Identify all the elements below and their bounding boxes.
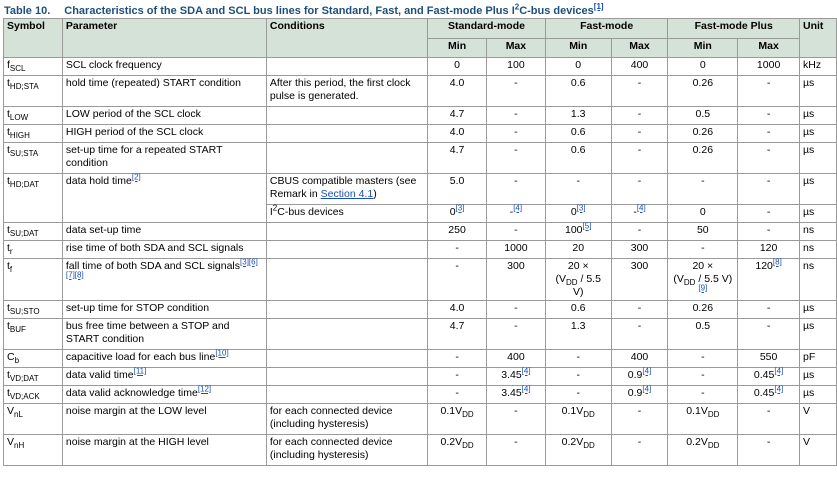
unit-cell: µs bbox=[800, 205, 837, 223]
unit-cell: kHz bbox=[800, 58, 837, 76]
fmp-min-cell: 0.26 bbox=[668, 143, 738, 174]
table-row bbox=[4, 174, 837, 205]
value: 0 bbox=[449, 206, 456, 218]
fmp-max-cell bbox=[738, 386, 800, 404]
unit-cell: ns bbox=[800, 223, 837, 241]
std-min-cell: 4.0 bbox=[428, 76, 487, 107]
std-max-cell: - bbox=[487, 143, 546, 174]
symbol-cell bbox=[4, 76, 63, 107]
std-min-cell bbox=[428, 205, 487, 223]
fast-min-cell: 0.6 bbox=[545, 76, 611, 107]
symbol: t bbox=[7, 175, 10, 187]
value: 0.9 bbox=[627, 369, 643, 381]
table-row bbox=[4, 241, 837, 259]
value: 100 bbox=[565, 224, 583, 236]
symbol-subscript: HIGH bbox=[9, 131, 30, 141]
table-row bbox=[4, 58, 837, 76]
fmp-min-cell: 0.5 bbox=[668, 319, 738, 350]
symbol-cell bbox=[4, 319, 63, 350]
fast-max-cell: - bbox=[611, 174, 668, 205]
table-row bbox=[4, 386, 837, 404]
fast-min-cell: 0.6 bbox=[545, 143, 611, 174]
fmp-max-cell: - bbox=[738, 174, 800, 205]
fast-max-cell: 300 bbox=[611, 241, 668, 259]
std-max-cell: 1000 bbox=[487, 241, 546, 259]
symbol: t bbox=[7, 320, 10, 332]
parameter-text: fall time of both SDA and SCL signals bbox=[65, 260, 241, 272]
unit-cell: µs bbox=[800, 301, 837, 319]
value: 0.9 bbox=[627, 387, 643, 399]
parameter-cell bbox=[62, 259, 266, 301]
std-max-cell: - bbox=[487, 319, 546, 350]
header-min: Min bbox=[545, 39, 611, 58]
fast-max-cell: - bbox=[611, 125, 668, 143]
parameter-cell: hold time (repeated) START condition bbox=[62, 76, 266, 107]
table-number: Table 10. bbox=[4, 4, 51, 17]
table-row bbox=[4, 125, 837, 143]
value-subscript: DD bbox=[683, 278, 696, 288]
value: 3.45 bbox=[501, 387, 522, 399]
fmp-max-cell bbox=[738, 259, 800, 301]
value: 0.2V bbox=[561, 436, 584, 448]
symbol: t bbox=[7, 302, 10, 314]
symbol: t bbox=[7, 369, 10, 381]
footnote-link[interactable]: [2] bbox=[131, 172, 141, 182]
parameter-cell: rise time of both SDA and SCL signals bbox=[62, 241, 266, 259]
std-max-cell: - bbox=[487, 107, 546, 125]
symbol-cell bbox=[4, 259, 63, 301]
conditions-cell bbox=[266, 107, 427, 125]
conditions-cell bbox=[266, 143, 427, 174]
header-parameter: Parameter bbox=[62, 19, 266, 58]
unit-cell: ns bbox=[800, 241, 837, 259]
footnote-link[interactable]: [4] bbox=[774, 366, 784, 376]
fast-min-cell bbox=[545, 205, 611, 223]
fast-min-cell: 0 bbox=[545, 58, 611, 76]
std-max-cell bbox=[487, 386, 546, 404]
fmp-min-cell: - bbox=[668, 174, 738, 205]
std-max-cell: 300 bbox=[487, 259, 546, 301]
value-subscript: DD bbox=[462, 441, 474, 451]
footnote-link[interactable]: [4] bbox=[521, 366, 531, 376]
condition-text-end: C-bus devices bbox=[277, 206, 344, 218]
value: 0.45 bbox=[753, 369, 775, 381]
std-min-cell: 0 bbox=[428, 58, 487, 76]
unit-cell: µs bbox=[800, 107, 837, 125]
unit-cell: V bbox=[800, 435, 837, 466]
conditions-cell: for each connected device (including hysteresis) bbox=[266, 404, 427, 435]
std-max-cell: - bbox=[487, 435, 546, 466]
value-subscript: DD bbox=[583, 410, 595, 420]
parameter-cell bbox=[62, 174, 266, 223]
footnote-link[interactable]: [4] bbox=[642, 384, 652, 394]
fast-max-cell: - bbox=[611, 76, 668, 107]
conditions-cell bbox=[266, 350, 427, 368]
std-min-cell: - bbox=[428, 368, 487, 386]
unit-cell: µs bbox=[800, 125, 837, 143]
symbol: V bbox=[7, 436, 15, 448]
header-fast-mode-plus: Fast-mode Plus bbox=[668, 19, 800, 39]
value-subscript: DD bbox=[707, 410, 720, 420]
fmp-min-cell bbox=[668, 404, 738, 435]
conditions-cell bbox=[266, 174, 427, 205]
fast-max-cell: 400 bbox=[611, 58, 668, 76]
footnote-link[interactable]: [4] bbox=[521, 384, 531, 394]
symbol-cell bbox=[4, 301, 63, 319]
fmp-max-cell: - bbox=[738, 205, 800, 223]
header-fast-mode: Fast-mode bbox=[545, 19, 668, 39]
table-row bbox=[4, 76, 837, 107]
std-max-cell bbox=[487, 368, 546, 386]
footnote-link[interactable]: [4] bbox=[513, 203, 523, 213]
std-min-cell: 4.7 bbox=[428, 143, 487, 174]
std-max-cell: - bbox=[487, 223, 546, 241]
parameter-text: data valid time bbox=[65, 369, 134, 381]
symbol-subscript: nH bbox=[14, 441, 25, 451]
conditions-cell bbox=[266, 241, 427, 259]
fast-min-cell: - bbox=[545, 386, 611, 404]
symbol-subscript: VD;DAT bbox=[9, 374, 39, 384]
value-line2-end: / 5.5 V) bbox=[695, 273, 733, 285]
fmp-max-cell: - bbox=[738, 125, 800, 143]
parameter-cell: bus free time between a STOP and START condition bbox=[62, 319, 266, 350]
parameter-cell: LOW period of the SCL clock bbox=[62, 107, 266, 125]
title-superscript: 2 bbox=[514, 2, 520, 11]
std-max-cell: - bbox=[487, 125, 546, 143]
footnote-link[interactable]: [3][6][7][8] bbox=[65, 257, 258, 280]
bus-characteristics-table bbox=[3, 18, 837, 466]
parameter-text: data hold time bbox=[65, 175, 132, 187]
title-text: Characteristics of the SDA and SCL bus lines for Standard, Fast, and Fast-mode Plus I bbox=[64, 4, 515, 17]
value-line1: 20 × bbox=[567, 260, 589, 272]
symbol-subscript: SU;STO bbox=[9, 307, 40, 317]
value-subscript: DD bbox=[566, 278, 578, 288]
table-row bbox=[4, 107, 837, 125]
symbol: t bbox=[7, 387, 10, 399]
header-standard-mode: Standard-mode bbox=[428, 19, 546, 39]
fast-max-cell bbox=[611, 386, 668, 404]
conditions-cell bbox=[266, 319, 427, 350]
fmp-max-cell: 1000 bbox=[738, 58, 800, 76]
symbol-subscript: nL bbox=[14, 410, 23, 420]
std-max-cell: - bbox=[487, 174, 546, 205]
unit-cell: µs bbox=[800, 386, 837, 404]
parameter-cell: set-up time for a repeated START condition bbox=[62, 143, 266, 174]
std-min-cell: 4.0 bbox=[428, 301, 487, 319]
fast-max-cell: - bbox=[611, 223, 668, 241]
std-min-cell: - bbox=[428, 350, 487, 368]
std-min-cell: 5.0 bbox=[428, 174, 487, 205]
fast-max-cell: 400 bbox=[611, 350, 668, 368]
conditions-cell bbox=[266, 58, 427, 76]
fmp-min-cell: 0.26 bbox=[668, 125, 738, 143]
fast-max-cell bbox=[611, 368, 668, 386]
header-symbol: Symbol bbox=[4, 19, 63, 58]
symbol: C bbox=[7, 351, 15, 363]
fast-max-cell: - bbox=[611, 143, 668, 174]
symbol: f bbox=[7, 59, 10, 71]
symbol-subscript: LOW bbox=[9, 113, 29, 123]
header-max: Max bbox=[611, 39, 668, 58]
fast-min-cell: - bbox=[545, 350, 611, 368]
unit-cell: ns bbox=[800, 259, 837, 301]
footnote-link[interactable]: [4] bbox=[636, 203, 646, 213]
parameter-cell: data set-up time bbox=[62, 223, 266, 241]
unit-cell: µs bbox=[800, 368, 837, 386]
value: 0.2V bbox=[440, 436, 463, 448]
table-row bbox=[4, 350, 837, 368]
std-max-cell: - bbox=[487, 301, 546, 319]
table-row bbox=[4, 301, 837, 319]
symbol-subscript: HD;DAT bbox=[9, 180, 40, 190]
conditions-cell bbox=[266, 259, 427, 301]
fmp-max-cell: - bbox=[738, 404, 800, 435]
table-row bbox=[4, 368, 837, 386]
unit-cell: µs bbox=[800, 143, 837, 174]
fmp-max-cell: - bbox=[738, 107, 800, 125]
conditions-cell bbox=[266, 386, 427, 404]
std-min-cell bbox=[428, 404, 487, 435]
table-row bbox=[4, 223, 837, 241]
symbol-subscript: HD;STA bbox=[9, 82, 39, 92]
fmp-min-cell bbox=[668, 259, 738, 301]
fmp-min-cell: - bbox=[668, 386, 738, 404]
std-min-cell: - bbox=[428, 241, 487, 259]
symbol: t bbox=[7, 126, 10, 138]
symbol-subscript: SU;STA bbox=[9, 149, 39, 159]
symbol-subscript: SU;DAT bbox=[9, 229, 39, 239]
conditions-cell bbox=[266, 125, 427, 143]
unit-cell: µs bbox=[800, 319, 837, 350]
footnote-link[interactable]: [8] bbox=[772, 257, 782, 267]
value-subscript: DD bbox=[707, 441, 720, 451]
parameter-cell: HIGH period of the SCL clock bbox=[62, 125, 266, 143]
value: 0.1V bbox=[440, 405, 463, 417]
fast-max-cell: - bbox=[611, 319, 668, 350]
symbol-cell bbox=[4, 174, 63, 223]
fast-min-cell: - bbox=[545, 174, 611, 205]
table-caption bbox=[4, 2, 604, 17]
parameter-cell bbox=[62, 386, 266, 404]
std-min-cell: 4.0 bbox=[428, 125, 487, 143]
symbol-cell bbox=[4, 125, 63, 143]
std-max-cell: - bbox=[487, 76, 546, 107]
value: - bbox=[633, 206, 637, 218]
parameter-cell: set-up time for STOP condition bbox=[62, 301, 266, 319]
std-min-cell: - bbox=[428, 386, 487, 404]
fmp-max-cell: 550 bbox=[738, 350, 800, 368]
value: 0.1V bbox=[561, 405, 584, 417]
footnote-link[interactable]: [3] bbox=[576, 203, 586, 213]
table-row bbox=[4, 259, 837, 301]
symbol: t bbox=[7, 144, 10, 156]
footnote-link[interactable]: [4] bbox=[774, 384, 784, 394]
value: 0 bbox=[570, 206, 577, 218]
symbol: t bbox=[7, 108, 10, 120]
fast-min-cell: 0.6 bbox=[545, 301, 611, 319]
fast-min-cell bbox=[545, 223, 611, 241]
conditions-cell: for each connected device (including hysteresis) bbox=[266, 435, 427, 466]
value-line2: (V bbox=[673, 273, 684, 285]
footnote-link[interactable]: [4] bbox=[642, 366, 652, 376]
title-text-end: C-bus devices bbox=[519, 4, 594, 17]
footnote-link[interactable]: [11] bbox=[133, 366, 147, 376]
section-link[interactable]: Section 4.1 bbox=[320, 188, 374, 200]
fast-min-cell: 0.6 bbox=[545, 125, 611, 143]
std-min-cell: 4.7 bbox=[428, 107, 487, 125]
parameter-cell: SCL clock frequency bbox=[62, 58, 266, 76]
std-max-cell: - bbox=[487, 404, 546, 435]
fmp-max-cell: - bbox=[738, 143, 800, 174]
symbol-subscript: r bbox=[9, 247, 13, 257]
symbol-cell bbox=[4, 350, 63, 368]
footnote-link[interactable]: [1] bbox=[593, 2, 604, 11]
conditions-cell: After this period, the first clock pulse is generated. bbox=[266, 76, 427, 107]
fmp-max-cell: - bbox=[738, 435, 800, 466]
fast-min-cell bbox=[545, 435, 611, 466]
header-conditions: Conditions bbox=[266, 19, 427, 58]
fast-max-cell: - bbox=[611, 301, 668, 319]
symbol: t bbox=[7, 224, 10, 236]
conditions-cell bbox=[266, 223, 427, 241]
fmp-min-cell bbox=[668, 435, 738, 466]
header-unit: Unit bbox=[800, 19, 837, 58]
table-row bbox=[4, 404, 837, 435]
unit-cell: µs bbox=[800, 76, 837, 107]
table-title bbox=[64, 2, 594, 17]
symbol-cell bbox=[4, 58, 63, 76]
fmp-min-cell: 0.26 bbox=[668, 76, 738, 107]
condition-text: I bbox=[269, 206, 273, 218]
table-row bbox=[4, 435, 837, 466]
symbol-subscript: VD;ACK bbox=[9, 392, 40, 402]
fmp-max-cell bbox=[738, 368, 800, 386]
value: 120 bbox=[755, 260, 773, 272]
fmp-max-cell: - bbox=[738, 301, 800, 319]
fmp-min-cell: 50 bbox=[668, 223, 738, 241]
symbol-cell bbox=[4, 404, 63, 435]
fast-max-cell bbox=[611, 205, 668, 223]
value-line2-end: / 5.5 V) bbox=[572, 273, 601, 298]
value-line1: 20 × bbox=[692, 260, 714, 272]
value-subscript: DD bbox=[583, 441, 595, 451]
header-max: Max bbox=[487, 39, 546, 58]
fmp-min-cell: - bbox=[668, 350, 738, 368]
fast-min-cell: - bbox=[545, 368, 611, 386]
symbol: t bbox=[7, 242, 10, 254]
fast-max-cell: - bbox=[611, 435, 668, 466]
parameter-text: capacitive load for each bus line bbox=[65, 351, 216, 363]
table-row bbox=[4, 319, 837, 350]
std-max-cell bbox=[487, 205, 546, 223]
table-row bbox=[4, 143, 837, 174]
symbol-cell bbox=[4, 223, 63, 241]
value-subscript: DD bbox=[462, 410, 474, 420]
parameter-cell: noise margin at the HIGH level bbox=[62, 435, 266, 466]
std-min-cell: 4.7 bbox=[428, 319, 487, 350]
symbol-subscript: BUF bbox=[9, 325, 26, 335]
footnote-link[interactable]: [5] bbox=[582, 221, 592, 231]
fast-min-cell: 1.3 bbox=[545, 319, 611, 350]
std-max-cell: 100 bbox=[487, 58, 546, 76]
fast-min-cell: 20 bbox=[545, 241, 611, 259]
parameter-text: data valid acknowledge time bbox=[65, 387, 198, 399]
conditions-cell bbox=[266, 368, 427, 386]
fast-min-cell bbox=[545, 404, 611, 435]
footnote-link[interactable]: [10] bbox=[215, 348, 229, 358]
fmp-max-cell: - bbox=[738, 319, 800, 350]
fast-min-cell bbox=[545, 259, 611, 301]
fmp-min-cell: 0.5 bbox=[668, 107, 738, 125]
symbol-cell bbox=[4, 386, 63, 404]
parameter-cell: noise margin at the LOW level bbox=[62, 404, 266, 435]
footnote-link[interactable]: [9] bbox=[698, 283, 708, 293]
fmp-max-cell: - bbox=[738, 76, 800, 107]
symbol: t bbox=[7, 260, 10, 272]
condition-text-end: ) bbox=[373, 188, 377, 200]
value: 0.45 bbox=[753, 387, 775, 399]
symbol: V bbox=[7, 405, 15, 417]
symbol-cell bbox=[4, 107, 63, 125]
value: - bbox=[509, 206, 514, 218]
std-min-cell bbox=[428, 435, 487, 466]
fast-max-cell: - bbox=[611, 404, 668, 435]
fmp-min-cell: - bbox=[668, 368, 738, 386]
fast-min-cell: 1.3 bbox=[545, 107, 611, 125]
symbol-subscript: b bbox=[14, 356, 20, 366]
symbol-cell bbox=[4, 143, 63, 174]
symbol-cell bbox=[4, 435, 63, 466]
conditions-cell bbox=[266, 205, 427, 223]
value: 0.2V bbox=[686, 436, 708, 448]
condition-superscript: 2 bbox=[272, 203, 278, 213]
symbol-cell bbox=[4, 241, 63, 259]
condition-text: CBUS compatible masters (see Remark in bbox=[269, 175, 417, 200]
std-max-cell: 400 bbox=[487, 350, 546, 368]
std-min-cell: - bbox=[428, 259, 487, 301]
symbol: t bbox=[7, 77, 10, 89]
header-max: Max bbox=[738, 39, 800, 58]
symbol-subscript: f bbox=[9, 265, 13, 275]
symbol-cell bbox=[4, 368, 63, 386]
std-min-cell: 250 bbox=[428, 223, 487, 241]
fmp-max-cell: 120 bbox=[738, 241, 800, 259]
value: 3.45 bbox=[501, 369, 522, 381]
fmp-min-cell: - bbox=[668, 241, 738, 259]
fmp-min-cell: 0 bbox=[668, 205, 738, 223]
header-min: Min bbox=[428, 39, 487, 58]
parameter-cell bbox=[62, 350, 266, 368]
fmp-min-cell: 0 bbox=[668, 58, 738, 76]
unit-cell: V bbox=[800, 404, 837, 435]
value-line2: (V bbox=[555, 273, 567, 285]
unit-cell: µs bbox=[800, 174, 837, 205]
footnote-link[interactable]: [3] bbox=[455, 203, 465, 213]
symbol-subscript: SCL bbox=[9, 64, 26, 74]
fast-max-cell: 300 bbox=[611, 259, 668, 301]
unit-cell: pF bbox=[800, 350, 837, 368]
fast-max-cell: - bbox=[611, 107, 668, 125]
conditions-cell bbox=[266, 301, 427, 319]
fmp-min-cell: 0.26 bbox=[668, 301, 738, 319]
parameter-cell bbox=[62, 368, 266, 386]
fmp-max-cell: - bbox=[738, 223, 800, 241]
footnote-link[interactable]: [12] bbox=[197, 384, 212, 394]
header-min: Min bbox=[668, 39, 738, 58]
value: 0.1V bbox=[686, 405, 708, 417]
